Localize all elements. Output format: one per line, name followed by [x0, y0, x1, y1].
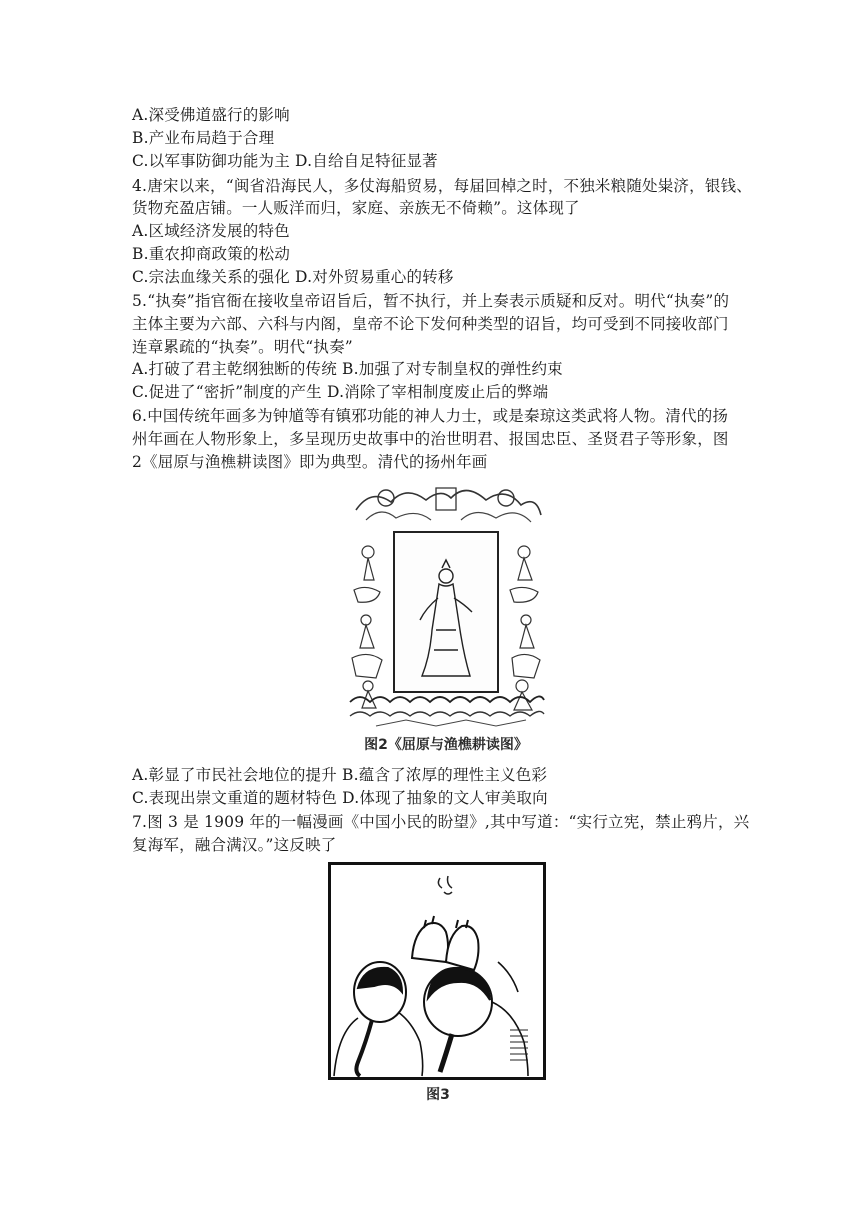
option-ab-q6: A.彰显了市民社会地位的提升 B.蕴含了浓厚的理性主义色彩 [132, 766, 548, 784]
figure-3-caption: 图3 [426, 1087, 450, 1103]
option-cd-q3: C.以军事防御功能为主 D.自给自足特征显著 [132, 152, 438, 170]
option-cd-q6: C.表现出崇文重道的题材特色 D.体现了抽象的文人审美取向 [132, 789, 548, 807]
option-cd-q4: C.宗法血缘关系的强化 D.对外贸易重心的转移 [132, 268, 454, 286]
figure-2-illustration [346, 480, 546, 732]
question-6-line-1: 6.中国传统年画多为钟馗等有镇邪功能的神人力士，或是秦琼这类武将人物。清代的扬 [132, 407, 729, 425]
option-a-q4: A.区域经济发展的特色 [132, 222, 290, 240]
figure-3-illustration [328, 862, 546, 1080]
option-cd-q5: C.促进了“密折”制度的产生 D.消除了宰相制度废止后的弊端 [132, 383, 549, 401]
figure-2-image [346, 480, 546, 732]
question-5-line-2: 主体主要为六部、六科与内阁，皇帝不论下发何种类型的诏旨，均可受到不同接收部门 [132, 315, 729, 333]
figure-2-caption: 图2《屈原与渔樵耕读图》 [364, 737, 528, 753]
question-7-line-1: 7.图 3 是 1909 年的一幅漫画《中国小民的盼望》,其中写道：“实行立宪，禁止鸦片，兴 [132, 813, 750, 831]
question-4-line-2: 货物充盈店铺。一人贩洋而归，家庭、亲族无不倚赖”。这体现了 [132, 199, 580, 217]
question-5-line-3: 连章累疏的“执奏”。明代“执奏” [132, 338, 353, 356]
question-6-line-3: 2《屈原与渔樵耕读图》即为典型。清代的扬州年画 [132, 453, 488, 471]
question-4-line-1: 4.唐宋以来，“闽省沿海民人，多仗海船贸易，每届回棹之时，不独米粮随处粜济，银钱、 [132, 177, 752, 195]
question-5-line-1: 5.“执奏”指官衙在接收皇帝诏旨后，暂不执行，并上奏表示质疑和反对。明代“执奏”的 [132, 292, 730, 310]
question-7-line-2: 复海军，融合满汉。”这反映了 [132, 836, 337, 854]
option-b-q4: B.重农抑商政策的松动 [132, 245, 291, 263]
option-b-q3: B.产业布局趋于合理 [132, 129, 275, 147]
option-ab-q5: A.打破了君主乾纲独断的传统 B.加强了对专制皇权的弹性约束 [132, 360, 563, 378]
option-a-q3: A.深受佛道盛行的影响 [132, 106, 290, 124]
figure-3-image [328, 862, 546, 1080]
question-6-line-2: 州年画在人物形象上，多呈现历史故事中的治世明君、报国忠臣、圣贤君子等形象，图 [132, 430, 729, 448]
